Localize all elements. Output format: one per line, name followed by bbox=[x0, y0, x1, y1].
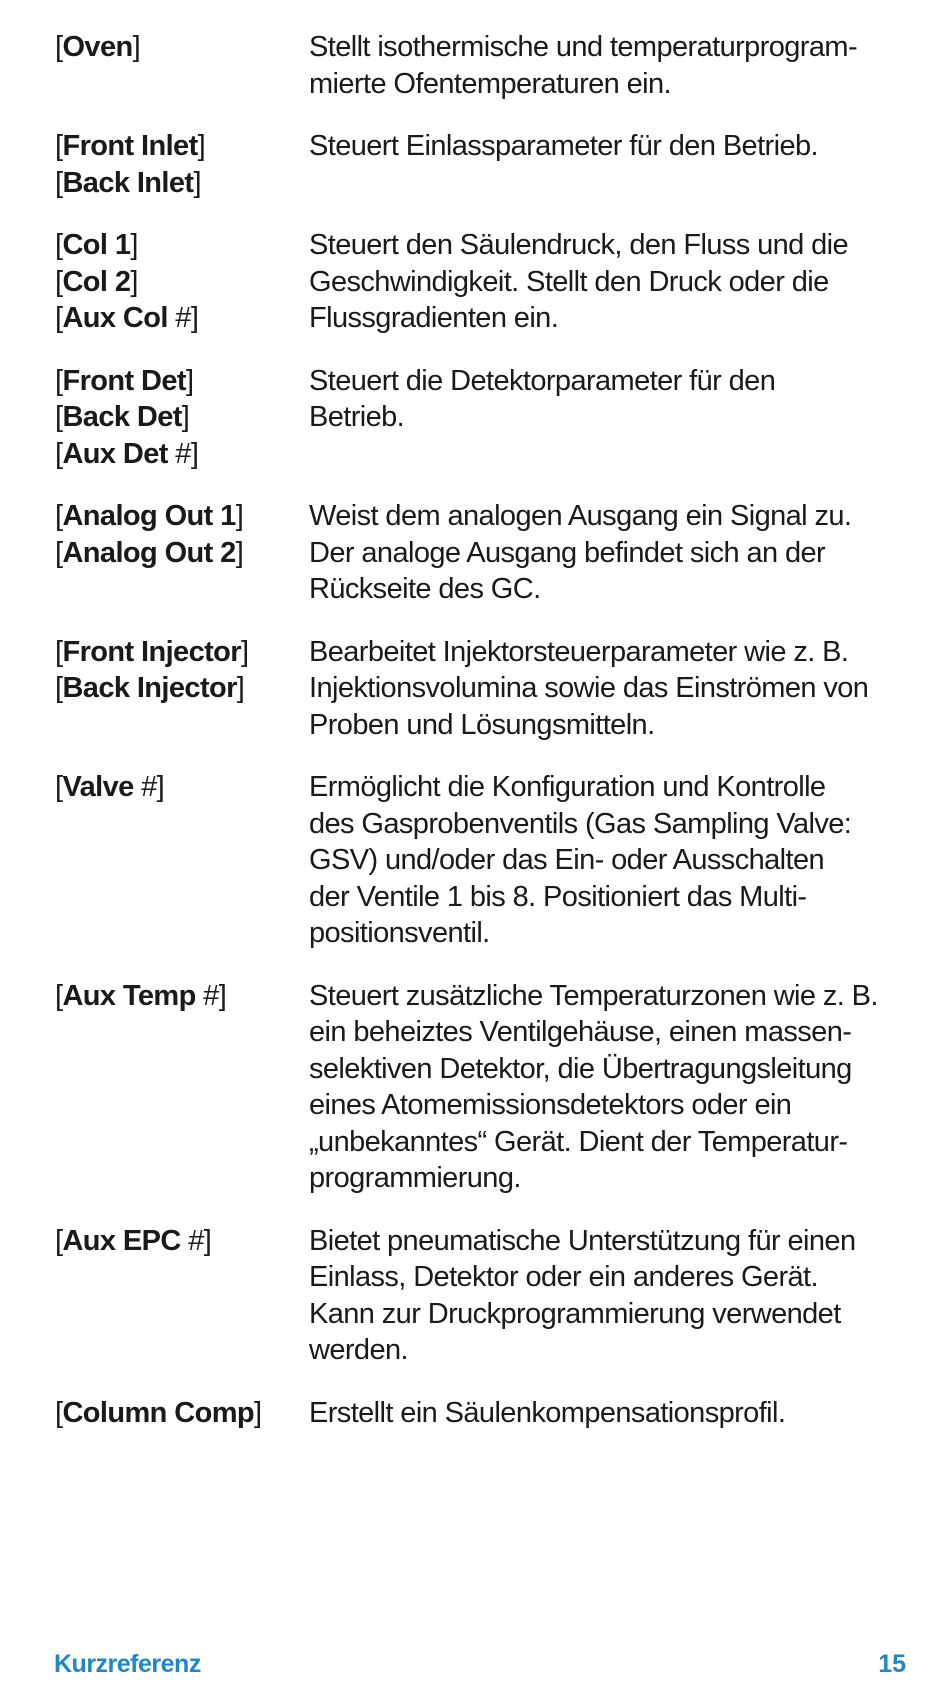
key-label bbox=[55, 498, 309, 535]
open-bracket: [ bbox=[55, 31, 63, 63]
close-bracket: ] bbox=[190, 437, 199, 470]
key-labels bbox=[55, 1395, 309, 1432]
open-bracket: [ bbox=[55, 1396, 63, 1429]
close-bracket: ] bbox=[130, 229, 138, 261]
key-label bbox=[55, 634, 309, 671]
key-label bbox=[55, 128, 309, 165]
key-suffix: # bbox=[195, 979, 219, 1012]
key-name: Valve bbox=[62, 771, 134, 803]
key-entry bbox=[55, 978, 905, 1197]
key-description: Erstellt ein Säulenkompensationsprofil. bbox=[309, 1396, 786, 1429]
close-bracket: ] bbox=[156, 771, 165, 803]
close-bracket: ] bbox=[236, 672, 245, 704]
close-bracket: ] bbox=[240, 635, 249, 668]
key-label bbox=[55, 436, 309, 473]
open-bracket: [ bbox=[55, 672, 63, 704]
key-name: Front Inlet bbox=[62, 130, 198, 162]
open-bracket: [ bbox=[55, 166, 63, 199]
key-entry bbox=[55, 634, 905, 744]
key-description: Steuert zusätzliche Temperaturzonen wie z. B. ein beheiztes Ventilgehäuse, einen massen- selektiven Detektor, die Übertragungsleitung eines Atomemissionsdetektors oder ein „unbekanntes“ Gerät. Dient der Temperatur- programmierung. bbox=[309, 979, 878, 1194]
open-bracket: [ bbox=[55, 130, 63, 162]
footer-section-title: Kurzreferenz bbox=[54, 1650, 201, 1678]
key-name: Aux Col bbox=[62, 302, 168, 334]
key-labels bbox=[55, 769, 309, 806]
key-labels bbox=[55, 29, 309, 66]
close-bracket: ] bbox=[130, 265, 138, 298]
close-bracket: ] bbox=[254, 1396, 262, 1429]
key-labels bbox=[55, 227, 309, 337]
key-name: Front Injector bbox=[62, 635, 241, 668]
key-name: Col 1 bbox=[62, 229, 131, 261]
close-bracket: ] bbox=[190, 302, 199, 334]
key-suffix: # bbox=[167, 437, 191, 470]
key-description: Steuert den Säulendruck, den Fluss und die Geschwindigkeit. Stellt den Druck oder die Flussgradienten ein. bbox=[309, 229, 849, 334]
open-bracket: [ bbox=[55, 302, 63, 334]
key-label bbox=[55, 399, 309, 436]
key-label bbox=[55, 670, 309, 707]
key-name: Back Det bbox=[62, 401, 182, 433]
close-bracket: ] bbox=[235, 536, 244, 569]
key-label bbox=[55, 264, 309, 301]
key-label bbox=[55, 227, 309, 264]
key-entry bbox=[55, 1223, 905, 1369]
key-entry bbox=[55, 1395, 905, 1432]
open-bracket: [ bbox=[55, 437, 63, 470]
key-label bbox=[55, 363, 309, 400]
open-bracket: [ bbox=[55, 401, 63, 433]
key-labels bbox=[55, 634, 309, 707]
key-name: Aux EPC bbox=[62, 1224, 181, 1257]
key-suffix: # bbox=[180, 1224, 204, 1257]
key-label bbox=[55, 165, 309, 202]
key-label bbox=[55, 535, 309, 572]
key-name: Oven bbox=[62, 31, 133, 63]
key-entry bbox=[55, 227, 905, 337]
close-bracket: ] bbox=[218, 979, 227, 1012]
open-bracket: [ bbox=[55, 229, 63, 261]
key-name: Front Det bbox=[62, 364, 186, 397]
open-bracket: [ bbox=[55, 536, 63, 569]
open-bracket: [ bbox=[55, 364, 63, 397]
key-label bbox=[55, 978, 309, 1015]
key-label bbox=[55, 1223, 309, 1260]
key-labels bbox=[55, 363, 309, 473]
key-description: Steuert die Detektorparameter für den Betrieb. bbox=[309, 364, 776, 433]
key-name: Analog Out 2 bbox=[62, 536, 236, 569]
close-bracket: ] bbox=[235, 500, 244, 532]
key-labels bbox=[55, 1223, 309, 1260]
key-labels bbox=[55, 128, 309, 201]
key-name: Back Inlet bbox=[62, 166, 194, 199]
footer-page-number: 15 bbox=[878, 1650, 906, 1678]
key-description: Ermöglicht die Konfiguration und Kontrolle des Gasprobenventils (Gas Sampling Valve: GSV) und/oder das Ein- oder Ausschalten der Ventile 1 bis 8. Positioniert das Multi- positionsventil. bbox=[309, 771, 852, 949]
key-name: Analog Out 1 bbox=[62, 500, 236, 532]
close-bracket: ] bbox=[181, 401, 190, 433]
key-label bbox=[55, 769, 309, 806]
key-description: Stellt isothermische und temperaturprogram- mierte Ofentemperaturen ein. bbox=[309, 31, 857, 100]
close-bracket: ] bbox=[132, 31, 141, 63]
key-name: Aux Det bbox=[62, 437, 168, 470]
key-name: Col 2 bbox=[62, 265, 131, 298]
close-bracket: ] bbox=[197, 130, 206, 162]
close-bracket: ] bbox=[185, 364, 194, 397]
key-description: Weist dem analogen Ausgang ein Signal zu. Der analoge Ausgang befindet sich an der Rückseite des GC. bbox=[309, 500, 852, 605]
key-description: Bietet pneumatische Unterstützung für einen Einlass, Detektor oder ein anderes Gerät. Kann zur Druckprogrammierung verwendet werden. bbox=[309, 1224, 856, 1366]
key-entry bbox=[55, 769, 905, 952]
key-entry bbox=[55, 363, 905, 473]
key-labels bbox=[55, 978, 309, 1015]
key-description: Steuert Einlassparameter für den Betrieb. bbox=[309, 130, 818, 162]
key-entry bbox=[55, 498, 905, 608]
close-bracket: ] bbox=[203, 1224, 212, 1257]
key-reference-list bbox=[55, 29, 905, 1457]
key-entry bbox=[55, 29, 905, 102]
key-entry bbox=[55, 128, 905, 201]
key-suffix: # bbox=[133, 771, 157, 803]
key-label bbox=[55, 1395, 309, 1432]
open-bracket: [ bbox=[55, 771, 63, 803]
open-bracket: [ bbox=[55, 979, 63, 1012]
key-name: Column Comp bbox=[62, 1396, 255, 1429]
key-name: Aux Temp bbox=[62, 979, 196, 1012]
key-labels bbox=[55, 498, 309, 571]
key-label bbox=[55, 300, 309, 337]
key-name: Back Injector bbox=[62, 672, 237, 704]
open-bracket: [ bbox=[55, 635, 63, 668]
key-description: Bearbeitet Injektorsteuerparameter wie z. B. Injektionsvolumina sowie das Einströmen von Proben und Lösungsmitteln. bbox=[309, 635, 869, 741]
open-bracket: [ bbox=[55, 1224, 63, 1257]
key-label bbox=[55, 29, 309, 66]
open-bracket: [ bbox=[55, 265, 63, 298]
open-bracket: [ bbox=[55, 500, 63, 532]
close-bracket: ] bbox=[193, 166, 201, 199]
key-suffix: # bbox=[167, 302, 191, 334]
